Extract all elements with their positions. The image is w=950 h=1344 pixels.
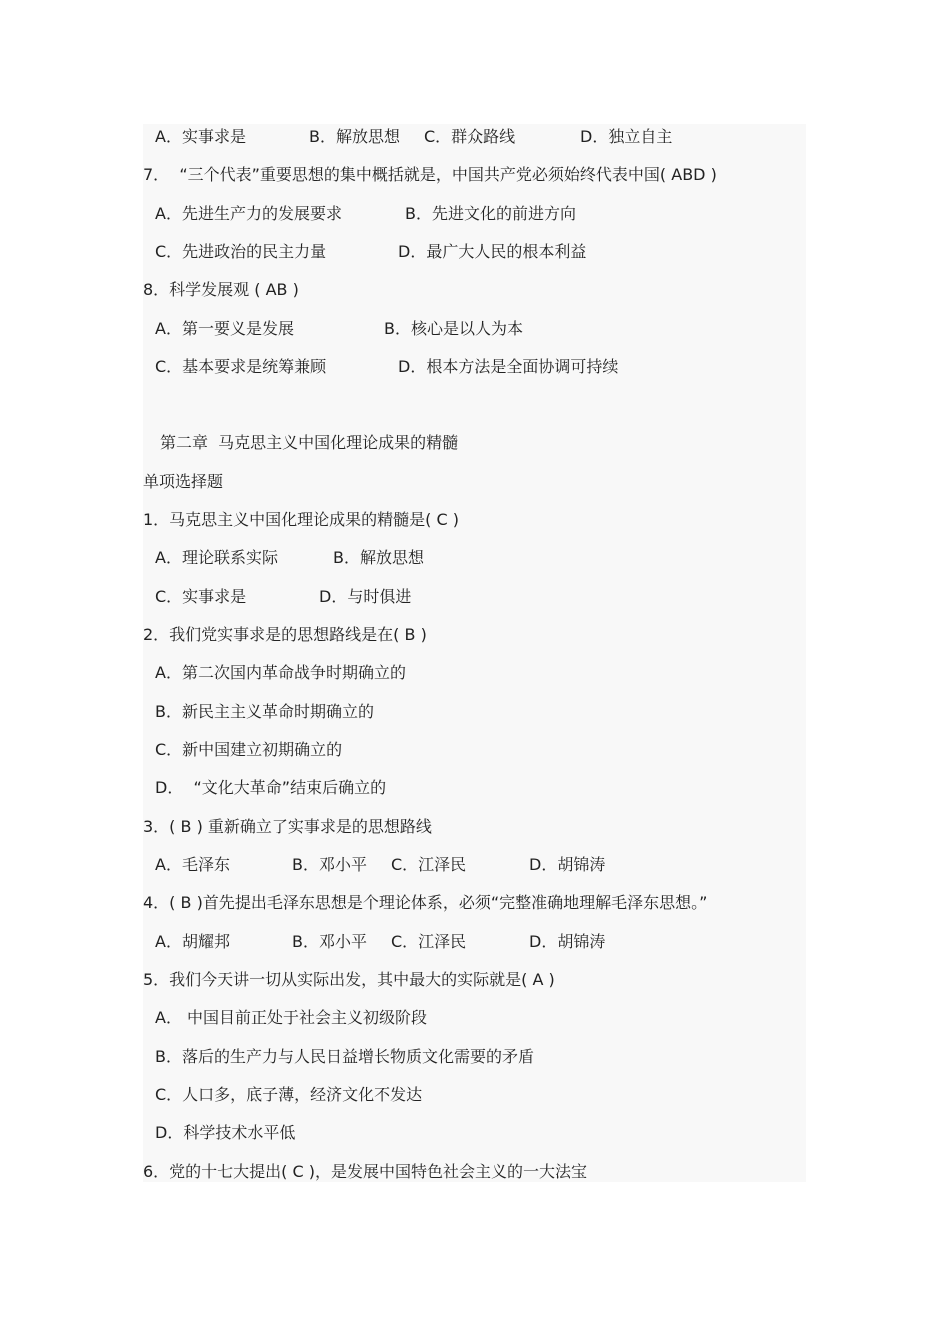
chapter-title: 第二章 马克思主义中国化理论成果的精髓 — [160, 433, 459, 452]
question-text: 4．( B )首先提出毛泽东思想是个理论体系，必须“完整准确地理解毛泽东思想。” — [143, 893, 708, 912]
question-text: 2．我们党实事求是的思想路线是在( B ) — [143, 625, 427, 644]
option: D．胡锦涛 — [529, 932, 606, 951]
option: B．新民主主义革命时期确立的 — [155, 702, 374, 721]
option: D．胡锦涛 — [529, 855, 606, 874]
option-row — [143, 546, 424, 570]
option: D．最广大人民的根本利益 — [398, 242, 587, 261]
option: C．群众路线 — [424, 127, 516, 146]
question-text: 3．( B ) 重新确立了实事求是的思想路线 — [143, 817, 432, 836]
option: D．与时俱进 — [319, 587, 412, 606]
section-heading: 单项选择题 — [143, 472, 224, 491]
option: C．人口多，底子薄，经济文化不发达 — [155, 1085, 423, 1104]
option: C．江泽民 — [391, 932, 467, 951]
option-row — [143, 240, 587, 264]
option: B．邓小平 — [292, 932, 367, 951]
option: A．先进生产力的发展要求 — [155, 204, 342, 223]
question-text: 8．科学发展观 ( AB ) — [143, 280, 299, 299]
option: A．第一要义是发展 — [155, 319, 294, 338]
option: D．科学技术水平低 — [155, 1123, 296, 1142]
option: C．江泽民 — [391, 855, 467, 874]
option: D． “文化大革命”结束后确立的 — [155, 778, 387, 797]
option: A． 中国目前正处于社会主义初级阶段 — [155, 1008, 428, 1027]
question-text: 6．党的十七大提出( C )，是发展中国特色社会主义的一大法宝 — [143, 1162, 588, 1181]
option: A．毛泽东 — [155, 855, 230, 874]
option: C．新中国建立初期确立的 — [155, 740, 343, 759]
option: A．理论联系实际 — [155, 548, 278, 567]
option: B．落后的生产力与人民日益增长物质文化需要的矛盾 — [155, 1047, 534, 1066]
option: C．先进政治的民主力量 — [155, 242, 327, 261]
question-text: 7． “三个代表”重要思想的集中概括就是，中国共产党必须始终代表中国( ABD ) — [143, 165, 717, 184]
option: B．核心是以人为本 — [384, 319, 523, 338]
option: A．第二次国内革命战争时期确立的 — [155, 663, 406, 682]
option: B．邓小平 — [292, 855, 367, 874]
option: D．独立自主 — [580, 127, 673, 146]
option: B．解放思想 — [333, 548, 424, 567]
option: C．实事求是 — [155, 587, 247, 606]
option-row — [143, 930, 606, 954]
option: C．基本要求是统筹兼顾 — [155, 357, 327, 376]
option: A．实事求是 — [155, 127, 246, 146]
option-row — [143, 317, 523, 341]
option-row — [143, 355, 619, 379]
option-row — [143, 853, 606, 877]
option: B．解放思想 — [309, 127, 400, 146]
question-text: 1．马克思主义中国化理论成果的精髓是( C ) — [143, 510, 460, 529]
option-row — [143, 125, 673, 149]
option: D．根本方法是全面协调可持续 — [398, 357, 619, 376]
option: B．先进文化的前进方向 — [405, 204, 576, 223]
option-row — [143, 202, 576, 226]
option: A．胡耀邦 — [155, 932, 230, 951]
question-text: 5．我们今天讲一切从实际出发，其中最大的实际就是( A ) — [143, 970, 555, 989]
option-row — [143, 585, 412, 609]
